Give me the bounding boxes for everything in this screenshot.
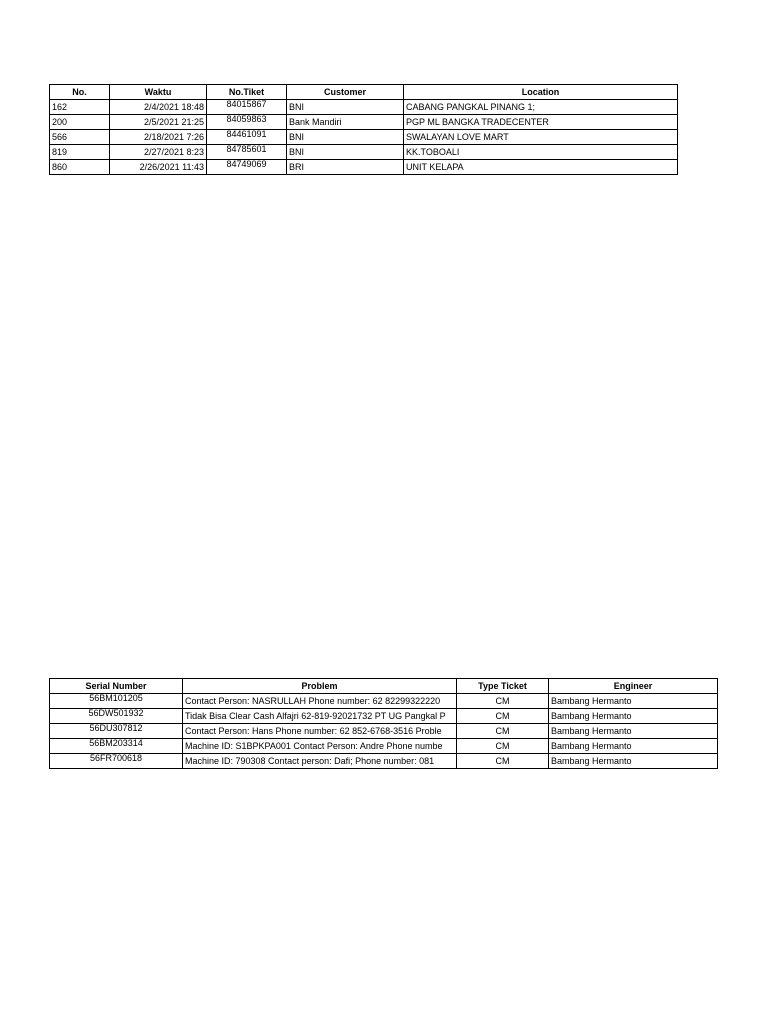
cell-serial-number: 56DU307812	[50, 724, 183, 739]
header-customer: Customer	[287, 85, 404, 100]
cell-problem: Machine ID: S1BPKPA001 Contact Person: Andre Phone numbe	[183, 739, 457, 754]
cell-problem: Contact Person: Hans Phone number: 62 852-6768-3516 Proble	[183, 724, 457, 739]
table-row	[50, 115, 678, 130]
cell-engineer: Bambang Hermanto	[549, 739, 718, 754]
cell-type-ticket: CM	[457, 724, 549, 739]
cell-customer: BRI	[287, 160, 404, 175]
cell-waktu: 2/27/2021 8:23	[110, 145, 207, 160]
table-header-row	[50, 85, 678, 100]
cell-serial-number: 56BM203314	[50, 739, 183, 754]
cell-serial-number: 56BM101205	[50, 694, 183, 709]
header-location: Location	[404, 85, 678, 100]
cell-no-tiket: 84059863	[207, 115, 287, 130]
problem-table	[49, 678, 718, 769]
table-header-row	[50, 679, 718, 694]
cell-no-tiket: 84749069	[207, 160, 287, 175]
table-row	[50, 754, 718, 769]
cell-engineer: Bambang Hermanto	[549, 709, 718, 724]
header-serial-number: Serial Number	[50, 679, 183, 694]
table-row	[50, 130, 678, 145]
cell-location: UNIT KELAPA	[404, 160, 678, 175]
cell-problem: Machine ID: 790308 Contact person: Dafi; Phone number: 081	[183, 754, 457, 769]
header-no: No.	[50, 85, 110, 100]
header-type-ticket: Type Ticket	[457, 679, 549, 694]
table-row	[50, 724, 718, 739]
cell-engineer: Bambang Hermanto	[549, 724, 718, 739]
table-row	[50, 739, 718, 754]
cell-location: CABANG PANGKAL PINANG 1;	[404, 100, 678, 115]
table-row	[50, 100, 678, 115]
cell-problem: Contact Person: NASRULLAH Phone number: 62 82299322220	[183, 694, 457, 709]
cell-customer: BNI	[287, 130, 404, 145]
cell-no: 860	[50, 160, 110, 175]
table-row	[50, 694, 718, 709]
header-waktu: Waktu	[110, 85, 207, 100]
cell-customer: BNI	[287, 145, 404, 160]
cell-no-tiket: 84785601	[207, 145, 287, 160]
cell-customer: BNI	[287, 100, 404, 115]
cell-engineer: Bambang Hermanto	[549, 754, 718, 769]
cell-no: 200	[50, 115, 110, 130]
cell-no: 566	[50, 130, 110, 145]
header-no-tiket: No.Tiket	[207, 85, 287, 100]
cell-location: KK.TOBOALI	[404, 145, 678, 160]
cell-no-tiket: 84015867	[207, 100, 287, 115]
cell-waktu: 2/4/2021 18:48	[110, 100, 207, 115]
cell-type-ticket: CM	[457, 709, 549, 724]
ticket-table	[49, 84, 678, 175]
table-row	[50, 145, 678, 160]
cell-location: SWALAYAN LOVE MART	[404, 130, 678, 145]
cell-waktu: 2/18/2021 7:26	[110, 130, 207, 145]
cell-type-ticket: CM	[457, 754, 549, 769]
cell-engineer: Bambang Hermanto	[549, 694, 718, 709]
cell-waktu: 2/26/2021 11:43	[110, 160, 207, 175]
cell-serial-number: 56FR700618	[50, 754, 183, 769]
cell-type-ticket: CM	[457, 739, 549, 754]
cell-location: PGP ML BANGKA TRADECENTER	[404, 115, 678, 130]
cell-problem: Tidak Bisa Clear Cash Alfajri 62-819-92021732 PT UG Pangkal P	[183, 709, 457, 724]
header-engineer: Engineer	[549, 679, 718, 694]
cell-customer: Bank Mandiri	[287, 115, 404, 130]
header-problem: Problem	[183, 679, 457, 694]
cell-no: 819	[50, 145, 110, 160]
cell-waktu: 2/5/2021 21:25	[110, 115, 207, 130]
cell-no: 162	[50, 100, 110, 115]
cell-type-ticket: CM	[457, 694, 549, 709]
table-row	[50, 709, 718, 724]
cell-serial-number: 56DW501932	[50, 709, 183, 724]
cell-no-tiket: 84461091	[207, 130, 287, 145]
table-row	[50, 160, 678, 175]
